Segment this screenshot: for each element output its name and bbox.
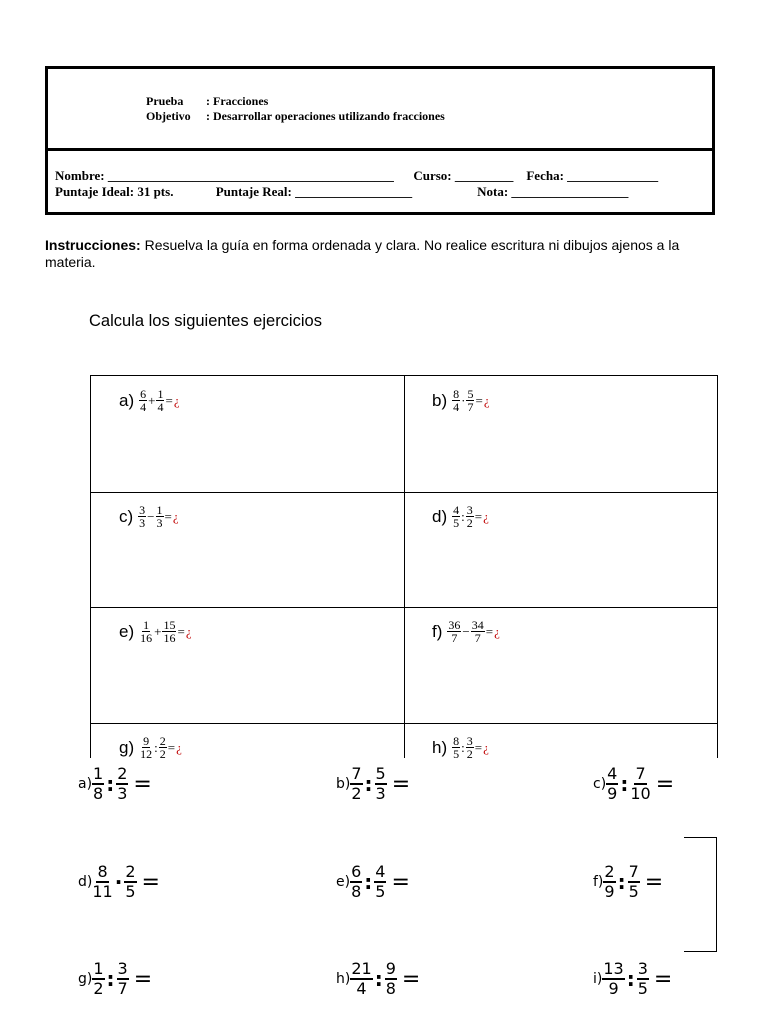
denominator: 4: [140, 400, 147, 414]
numerator: 9: [143, 734, 150, 748]
numerator: 3: [139, 503, 146, 517]
denominator: 11: [92, 882, 113, 901]
exercise-label: h): [432, 737, 448, 757]
denominator: 2: [466, 747, 473, 761]
exercise-label: d): [432, 506, 448, 526]
numerator: 9: [385, 959, 396, 978]
exercise-d: [432, 504, 489, 529]
question-mark: ¿: [172, 508, 179, 524]
equals-sign: =: [475, 392, 483, 408]
question-mark: ¿: [483, 739, 489, 755]
denominator: 7: [474, 631, 481, 645]
fraction: [156, 504, 164, 529]
denominator: 12: [140, 747, 153, 761]
fraction: [637, 960, 649, 998]
operator: :: [620, 772, 629, 796]
numerator: 8: [97, 862, 108, 881]
exercise-c: [119, 504, 179, 529]
bottom-exercise-d: [78, 863, 160, 901]
numerator: 4: [375, 862, 386, 881]
exercise-label: c): [119, 506, 134, 526]
operator: :: [461, 508, 465, 524]
denominator: 5: [375, 882, 386, 901]
question-mark: ¿: [494, 623, 500, 639]
prueba-row: [146, 94, 268, 109]
denominator: 4: [356, 979, 367, 998]
bottom-exercise-f: [593, 863, 663, 901]
question-mark: ¿: [176, 739, 182, 755]
header-bottom: [48, 151, 712, 212]
equals-sign: =: [644, 869, 664, 895]
numerator: 6: [140, 387, 147, 401]
fraction: [92, 960, 104, 998]
numerator: 1: [143, 618, 150, 632]
operator: :: [106, 967, 115, 991]
instructions: [45, 237, 725, 271]
denominator: 9: [604, 882, 615, 901]
fraction: [375, 765, 387, 803]
exercise-label: f): [432, 621, 443, 641]
instructions-label: Instrucciones:: [45, 237, 141, 253]
prueba-label: Prueba: [146, 94, 184, 108]
operator: −: [147, 508, 155, 524]
denominator: 16: [163, 631, 176, 645]
fraction: [385, 960, 397, 998]
fraction: [606, 765, 618, 803]
exercise-f: [432, 619, 500, 644]
exercise-label: a): [78, 776, 93, 792]
numerator: 7: [351, 764, 362, 783]
equals-sign: =: [653, 966, 673, 992]
numerator: 2: [159, 734, 166, 748]
equals-sign: =: [391, 869, 410, 895]
numerator: 1: [156, 503, 163, 517]
objetivo-value: : Desarrollar operaciones utilizando fracciones: [206, 109, 445, 123]
equals-sign: =: [164, 508, 172, 524]
fraction: [350, 863, 362, 901]
denominator: 2: [159, 747, 166, 761]
exercise-label: g): [78, 971, 93, 987]
equals-sign: =: [165, 392, 173, 408]
exercise-label: b): [336, 776, 351, 792]
question-mark: ¿: [173, 392, 180, 408]
denominator: 7: [117, 979, 128, 998]
numerator: 7: [635, 764, 646, 783]
denominator: 3: [117, 784, 128, 803]
exercise-e: [119, 619, 192, 644]
numerator: 4: [453, 503, 460, 517]
fraction: [452, 504, 460, 529]
numerator: 21: [351, 959, 372, 978]
equals-sign: =: [177, 623, 185, 639]
denominator: 8: [93, 784, 104, 803]
exercise-label: f): [593, 874, 604, 890]
denominator: 5: [628, 882, 639, 901]
denominator: 2: [351, 784, 362, 803]
header-box: [45, 66, 715, 215]
denominator: 2: [466, 516, 473, 530]
numerator: 1: [157, 387, 164, 401]
numerator: 3: [637, 959, 648, 978]
numerator: 3: [117, 959, 128, 978]
denominator: 7: [451, 631, 458, 645]
fraction: [374, 863, 386, 901]
fraction: [116, 765, 128, 803]
denominator: 3: [156, 516, 163, 530]
denominator: 16: [140, 631, 153, 645]
equals-sign: =: [141, 869, 160, 895]
denominator: 5: [125, 882, 136, 901]
numerator: 36: [448, 618, 461, 632]
numerator: 8: [453, 387, 460, 401]
fraction: [139, 735, 153, 760]
exercise-a: [119, 388, 180, 413]
equals-sign: =: [655, 771, 675, 797]
denominator: 5: [453, 747, 460, 761]
denominator: 3: [375, 784, 386, 803]
objetivo-label: Objetivo: [146, 109, 191, 123]
denominator: 5: [453, 516, 460, 530]
denominator: 3: [139, 516, 146, 530]
question-mark: ¿: [483, 392, 490, 408]
fraction: [92, 765, 104, 803]
bottom-exercise-b: [336, 765, 410, 803]
numerator: 34: [471, 618, 484, 632]
grid-divider: [404, 376, 405, 758]
exercise-label: e): [119, 621, 135, 641]
bottom-exercise-e: [336, 863, 410, 901]
denominator: 7: [467, 400, 474, 414]
operator: :: [154, 739, 158, 755]
equals-sign: =: [133, 966, 153, 992]
fraction: [628, 863, 640, 901]
numerator: 6: [351, 862, 362, 881]
equals-sign: =: [133, 771, 152, 797]
bottom-exercise-a: [78, 765, 152, 803]
fraction: [117, 960, 129, 998]
score-info-line: Puntaje Ideal: 31 pts. Puntaje Real: __________________ Nota: __________________: [55, 184, 629, 199]
exercise-h: [432, 735, 489, 760]
exercise-label: h): [336, 971, 351, 987]
operator: :: [461, 739, 465, 755]
bracket-line: [684, 837, 717, 952]
grid-row-line: [91, 607, 717, 608]
denominator: 9: [608, 979, 619, 998]
question-mark: ¿: [185, 623, 192, 639]
exercise-label: b): [432, 390, 448, 410]
operator: ·: [461, 392, 466, 408]
bottom-exercise-i: [593, 960, 672, 998]
numerator: 3: [466, 503, 473, 517]
numerator: 2: [125, 862, 136, 881]
exercise-label: c): [593, 776, 607, 792]
operator: +: [148, 392, 156, 408]
numerator: 8: [453, 734, 460, 748]
prueba-value: : Fracciones: [206, 94, 269, 108]
exercise-label: d): [78, 874, 93, 890]
denominator: 2: [93, 979, 104, 998]
equals-sign: =: [474, 739, 483, 755]
denominator: 8: [351, 882, 362, 901]
equals-sign: =: [474, 508, 483, 524]
denominator: 4: [157, 400, 164, 414]
fraction: [138, 504, 146, 529]
student-info-line: Nombre: ____________________________________________ Curso: _________ Fecha: ______________: [55, 168, 659, 183]
fraction: [452, 735, 460, 760]
numerator: 13: [603, 959, 624, 978]
subtitle: Calcula los siguientes ejercicios: [89, 312, 322, 330]
instructions-text: Resuelva la guía en forma ordenada y clara. No realice escritura ni dibujos ajenos a la materia.: [45, 237, 680, 270]
fraction: [602, 960, 624, 998]
operator: +: [154, 623, 162, 639]
fraction: [447, 619, 461, 644]
equals-sign: =: [401, 966, 421, 992]
fraction: [162, 619, 176, 644]
bottom-exercise-h: [336, 960, 420, 998]
denominator: 8: [385, 979, 396, 998]
operator: ·: [114, 870, 123, 894]
fraction: [92, 863, 112, 901]
fraction: [350, 960, 372, 998]
fraction: [603, 863, 615, 901]
numerator: 4: [607, 764, 618, 783]
numerator: 5: [467, 387, 474, 401]
exercise-b: [432, 388, 490, 413]
bottom-exercise-g: [78, 960, 152, 998]
fraction: [466, 388, 474, 413]
fraction: [350, 765, 362, 803]
operator: :: [617, 870, 626, 894]
operator: :: [626, 967, 635, 991]
exercise-label: g): [119, 737, 135, 757]
bottom-exercise-c: [593, 765, 674, 803]
denominator: 4: [453, 400, 460, 414]
header-top: [48, 69, 712, 151]
exercise-label: a): [119, 390, 135, 410]
numerator: 1: [93, 959, 104, 978]
exercise-label: i): [593, 971, 603, 987]
numerator: 3: [466, 734, 473, 748]
fraction: [452, 388, 460, 413]
exercise-g: [119, 735, 182, 760]
numerator: 2: [117, 764, 128, 783]
fraction: [466, 735, 474, 760]
numerator: 7: [628, 862, 639, 881]
operator: :: [364, 772, 373, 796]
fraction: [139, 619, 153, 644]
equals-sign: =: [167, 739, 176, 755]
operator: :: [364, 870, 373, 894]
question-mark: ¿: [483, 508, 489, 524]
fraction: [139, 388, 147, 413]
fraction: [159, 735, 167, 760]
numerator: 2: [604, 862, 615, 881]
numerator: 15: [163, 618, 176, 632]
fraction: [156, 388, 164, 413]
grid-row-line: [91, 723, 717, 724]
operator: :: [374, 967, 383, 991]
exercise-label: e): [336, 874, 351, 890]
grid-row-line: [91, 492, 717, 493]
numerator: 1: [93, 764, 104, 783]
denominator: 5: [637, 979, 648, 998]
fraction: [471, 619, 485, 644]
equals-sign: =: [485, 623, 494, 639]
denominator: 10: [630, 784, 651, 803]
denominator: 9: [607, 784, 618, 803]
numerator: 5: [375, 764, 386, 783]
equals-sign: =: [391, 771, 411, 797]
fraction: [124, 863, 136, 901]
operator: :: [106, 772, 115, 796]
fraction: [466, 504, 474, 529]
operator: −: [462, 623, 470, 639]
fraction: [630, 765, 650, 803]
exercise-grid: [90, 375, 718, 761]
objetivo-row: [146, 109, 445, 124]
